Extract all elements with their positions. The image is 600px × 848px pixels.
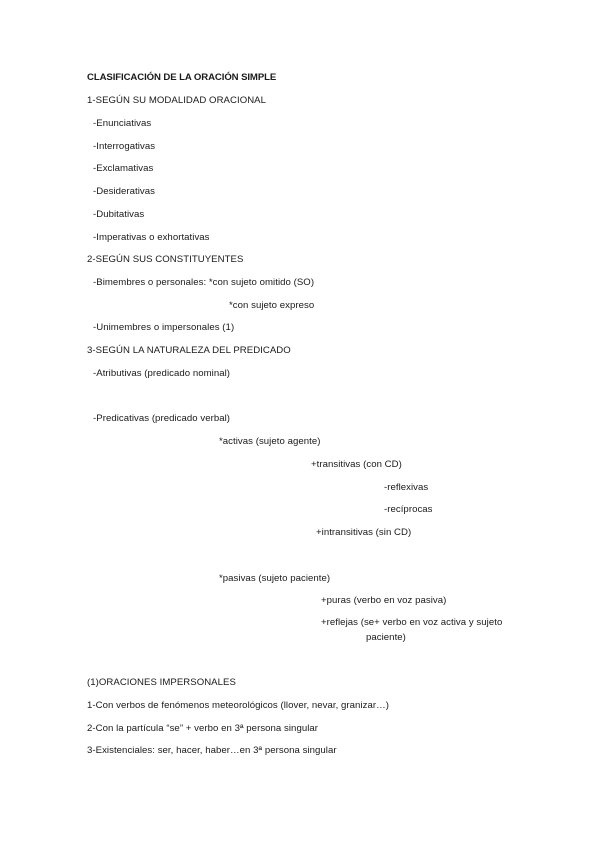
list-item: -Imperativas o exhortativas bbox=[93, 232, 210, 243]
predicativas-line: -Predicativas (predicado verbal) bbox=[93, 413, 231, 424]
intransitivas-line: +intransitivas (sin CD) bbox=[316, 527, 412, 538]
list-item: -Exclamativas bbox=[93, 163, 154, 174]
activas-line: *activas (sujeto agente) bbox=[219, 436, 321, 447]
reflejas-line-continued: paciente) bbox=[366, 632, 406, 643]
transitivas-line: +transitivas (con CD) bbox=[311, 459, 402, 470]
puras-line: +puras (verbo en voz pasiva) bbox=[321, 595, 447, 606]
bimembres-sub-line: *con sujeto expreso bbox=[229, 300, 315, 311]
list-item: -Desiderativas bbox=[93, 186, 156, 197]
document-title: CLASIFICACIÓN DE LA ORACIÓN SIMPLE bbox=[87, 72, 277, 83]
section-2-heading: 2-SEGÚN SUS CONSTITUYENTES bbox=[87, 254, 244, 265]
notes-item: 2-Con la partícula “se” + verbo en 3ª persona singular bbox=[87, 723, 319, 734]
section-1-heading: 1-SEGÚN SU MODALIDAD ORACIONAL bbox=[87, 95, 267, 106]
notes-item: 3-Existenciales: ser, hacer, haber…en 3ª persona singular bbox=[87, 745, 337, 756]
section-3-heading: 3-SEGÚN LA NATURALEZA DEL PREDICADO bbox=[87, 345, 291, 356]
bimembres-line: -Bimembres o personales: *con sujeto omitido (SO) bbox=[93, 277, 315, 288]
unimembres-line: -Unimembres o impersonales (1) bbox=[93, 322, 235, 333]
reflejas-line: +reflejas (se+ verbo en voz activa y sujeto bbox=[321, 617, 503, 628]
atributivas-line: -Atributivas (predicado nominal) bbox=[93, 368, 231, 379]
list-item: -Enunciativas bbox=[93, 118, 152, 129]
notes-heading: (1)ORACIONES IMPERSONALES bbox=[87, 677, 236, 688]
list-item: -Interrogativas bbox=[93, 141, 156, 152]
list-item: -Dubitativas bbox=[93, 209, 145, 220]
notes-item: 1-Con verbos de fenómenos meteorológicos (llover, nevar, granizar…) bbox=[87, 700, 389, 711]
pasivas-line: *pasivas (sujeto paciente) bbox=[219, 573, 331, 584]
reflexivas-line: -reflexivas bbox=[384, 482, 429, 493]
reciprocas-line: -recíprocas bbox=[384, 504, 433, 515]
